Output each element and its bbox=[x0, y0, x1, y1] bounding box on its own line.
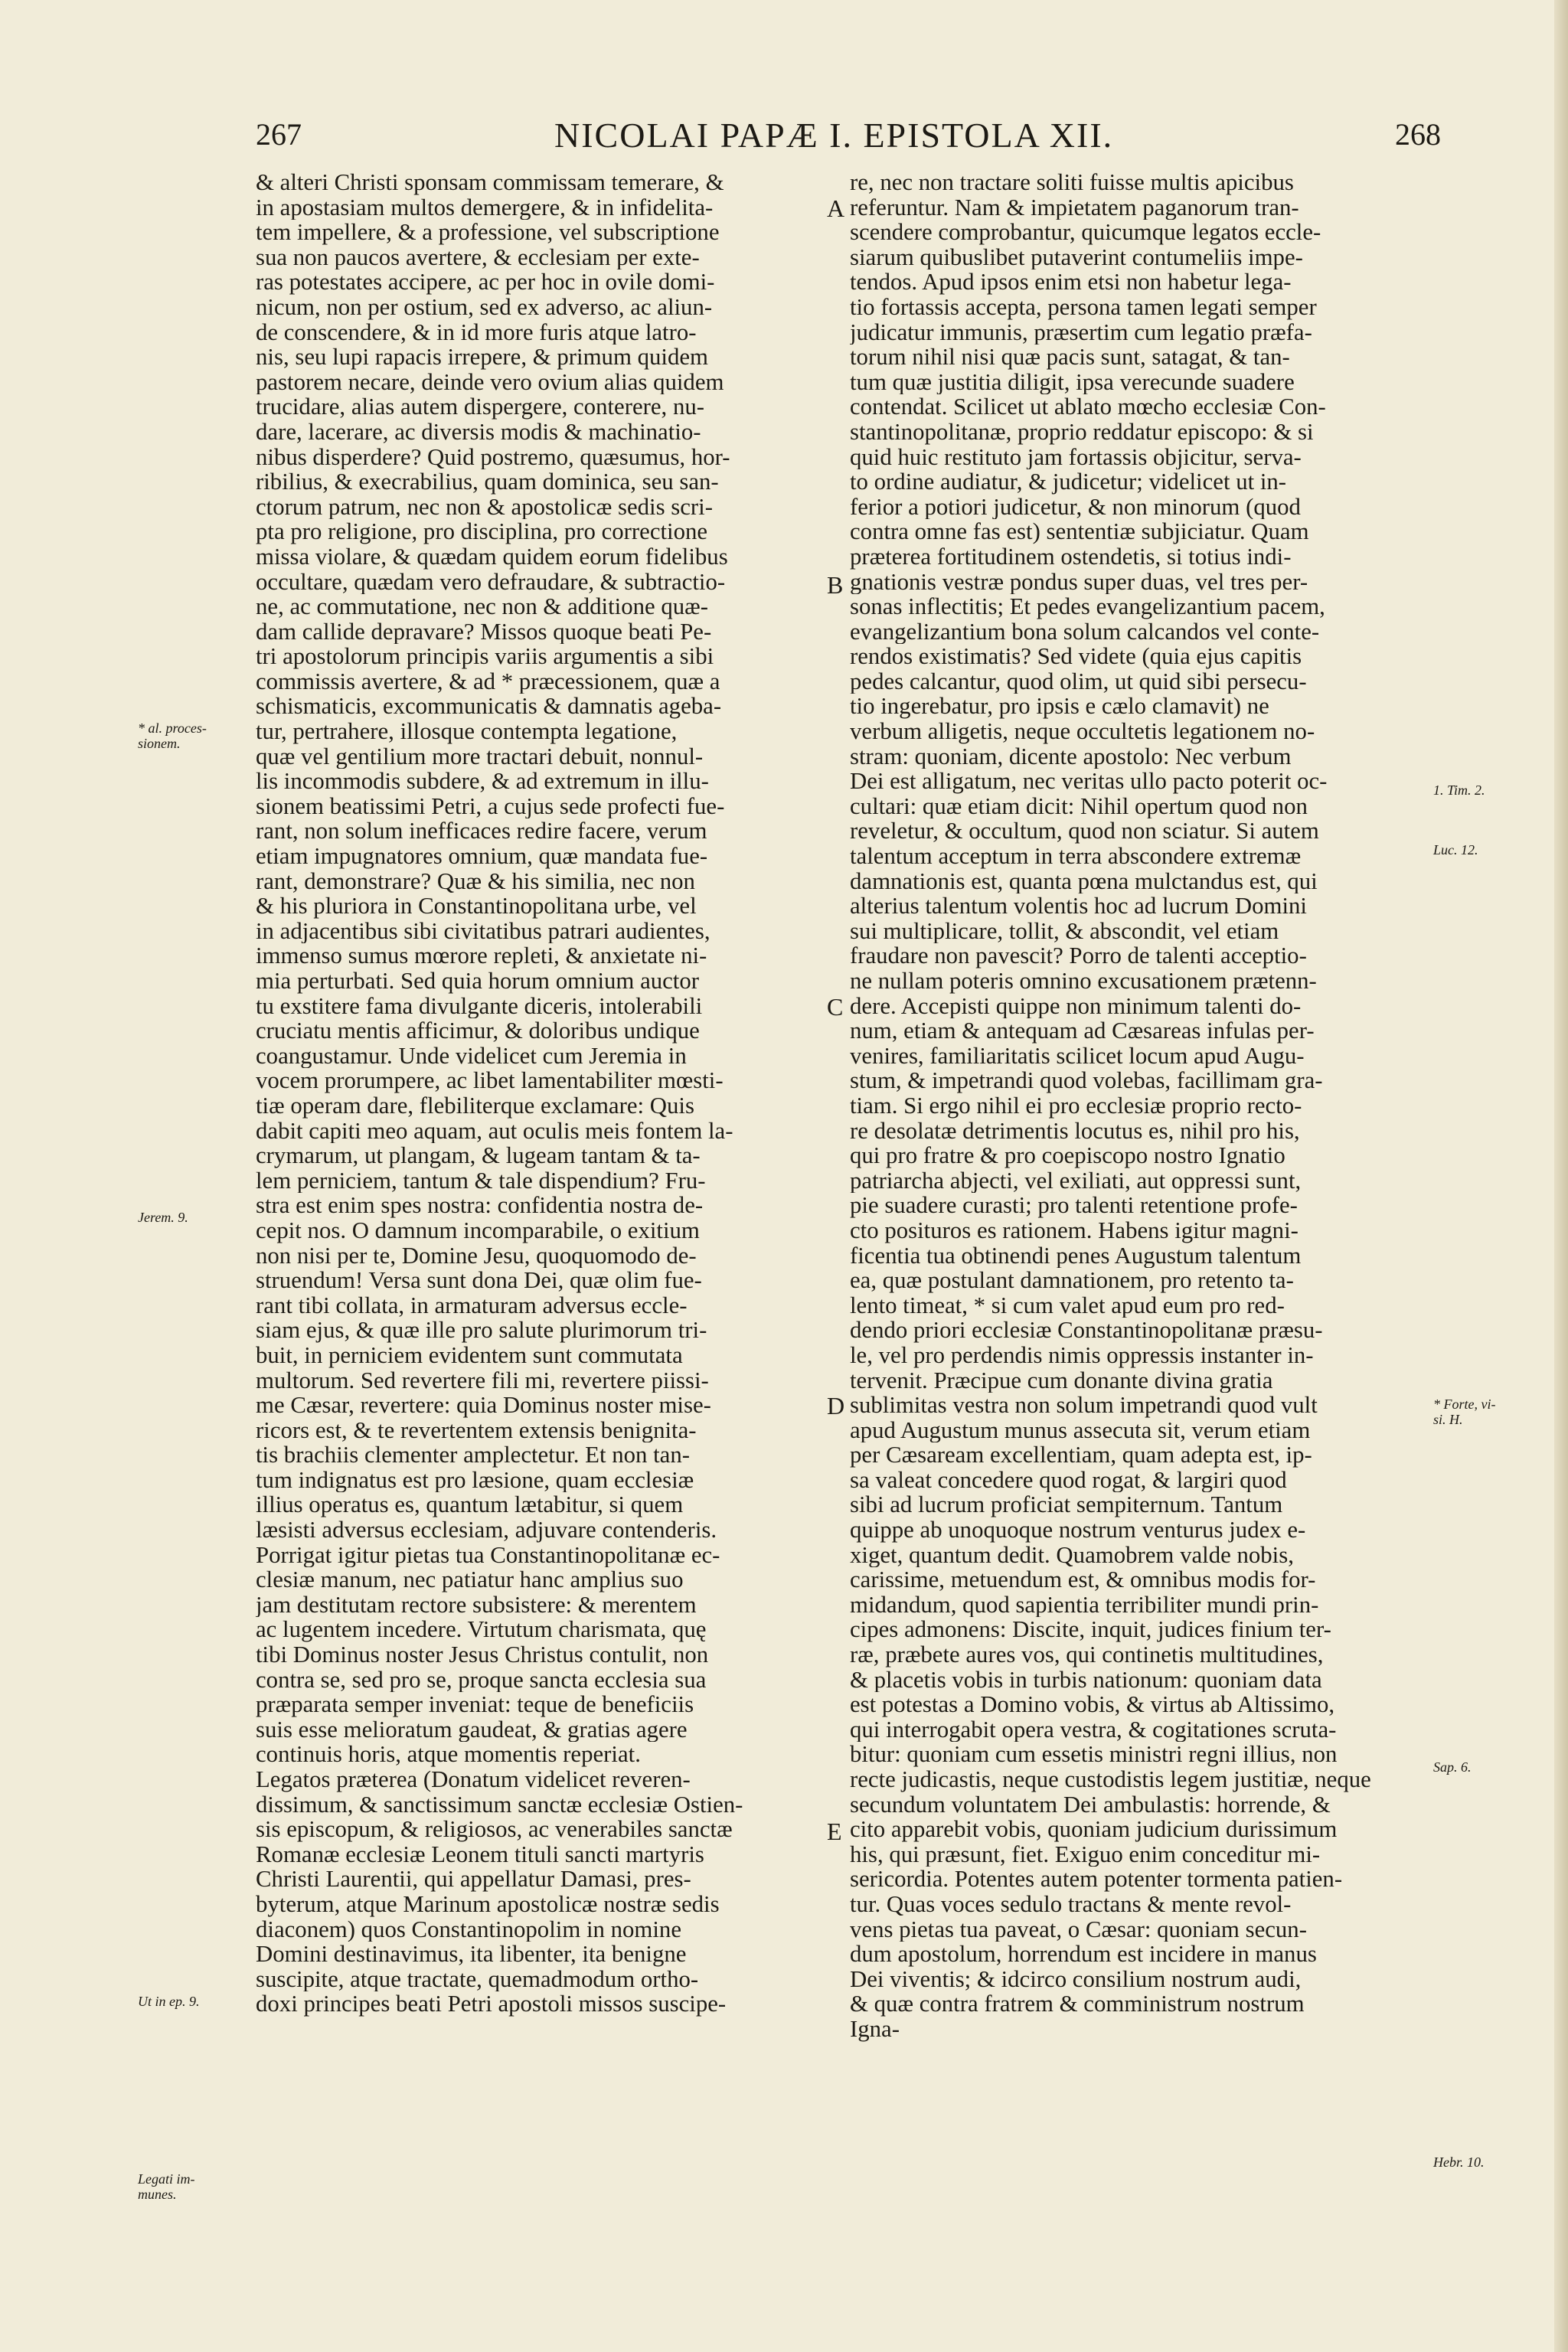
text-line: num, etiam & antequam ad Cæsareas infulas per- bbox=[850, 1018, 1315, 1044]
text-line: ea, quæ postulant damnationem, pro retento ta- bbox=[850, 1268, 1294, 1293]
text-line: reveletur, & occultum, quod non sciatur. Si autem bbox=[850, 818, 1319, 844]
text-line: læsisti adversus ecclesiam, adjuvare contenderis. bbox=[256, 1517, 717, 1543]
text-line: commissis avertere, & ad * præcessionem, quæ a bbox=[256, 668, 720, 694]
text-line: clesiæ manum, nec patiatur hanc amplius suo bbox=[256, 1567, 684, 1592]
text-line: bitur: quoniam cum essetis ministri regni illius, non bbox=[850, 1742, 1338, 1767]
text-line: ficentia tua obtinendi penes Augustum talentum bbox=[850, 1243, 1302, 1269]
margin-note-left: Ut in ep. 9. bbox=[138, 1994, 200, 2009]
text-line: re, nec non tractare soliti fuisse multis apicibus bbox=[850, 170, 1294, 195]
text-line: suscipite, atque tractate, quemadmodum ortho- bbox=[256, 1966, 699, 1992]
margin-note-left: Jerem. 9. bbox=[138, 1210, 188, 1225]
text-line: sui multiplicare, tollit, & abscondit, vel etiam bbox=[850, 918, 1279, 944]
text-line: per Cæsaream excellentiam, quam adepta est, ip- bbox=[850, 1442, 1312, 1468]
text-line: tiæ operam dare, flebiliterque exclamare: Quis bbox=[256, 1093, 694, 1119]
text-line: secundum voluntatem Dei ambulastis: horrende, & bbox=[850, 1792, 1331, 1818]
text-line: & placetis vobis in turbis nationum: quoniam data bbox=[850, 1667, 1322, 1693]
text-line: Christi Laurentii, qui appellatur Damasi, pres- bbox=[256, 1867, 691, 1892]
text-line: tri apostolorum principis variis argumentis a sibi bbox=[256, 644, 714, 669]
text-line: rant, demonstrare? Quæ & his similia, nec non bbox=[256, 868, 695, 894]
text-line: illius operatus es, quantum lætabitur, si quem bbox=[256, 1492, 684, 1518]
text-line: jam destitutam rectore subsistere: & merentem bbox=[256, 1592, 697, 1618]
text-line: cultari: quæ etiam dicit: Nihil opertum quod non bbox=[850, 793, 1308, 819]
text-line: recte judicastis, neque custodistis legem justitiæ, neque bbox=[850, 1767, 1371, 1792]
text-line: est potestas a Domino vobis, & virtus ab Altissimo, bbox=[850, 1692, 1335, 1717]
text-line: dare, lacerare, ac diversis modis & machinatio- bbox=[256, 419, 701, 445]
text-line: Igna- bbox=[850, 2016, 900, 2042]
section-letter-e: E bbox=[827, 1818, 842, 1845]
text-line: vocem prorumpere, ac libet lamentabiliter mœsti- bbox=[256, 1068, 724, 1093]
text-line: dam callide depravare? Missos quoque beati Pe- bbox=[256, 619, 712, 645]
text-line: tibi Dominus noster Jesus Christus contulit, non bbox=[256, 1642, 709, 1668]
text-line: dissimum, & sanctissimum sanctæ ecclesiæ Ostien- bbox=[256, 1792, 743, 1818]
text-line: venires, familiaritatis scilicet locum apud Augu- bbox=[850, 1043, 1305, 1069]
text-line: tum quæ justitia diligit, ipsa verecunde suadere bbox=[850, 369, 1295, 395]
text-line: torum nihil nisi quæ pacis sunt, satagat, & tan- bbox=[850, 345, 1290, 370]
text-line: tur. Quas voces sedulo tractans & mente revol- bbox=[850, 1891, 1292, 1917]
text-line: præparata semper inveniat: teque de beneficiis bbox=[256, 1692, 694, 1717]
text-line: tem impellere, & a professione, vel subscriptione bbox=[256, 220, 720, 245]
text-line: patriarcha abjecti, vel exiliati, aut oppressi sunt, bbox=[850, 1168, 1302, 1194]
text-line: tiam. Si ergo nihil ei pro ecclesiæ proprio recto- bbox=[850, 1093, 1302, 1119]
text-line: quæ vel gentilium more tractari debuit, nonnul- bbox=[256, 743, 704, 769]
text-line: lis incommodis subdere, & ad extremum in illu- bbox=[256, 769, 709, 794]
text-line: re desolatæ detrimentis locutus es, nihil pro his, bbox=[850, 1118, 1300, 1144]
text-line: ferior a potiori judicetur, & non minorum (quod bbox=[850, 494, 1301, 520]
text-line: stantinopolitanæ, proprio reddatur episcopo: & si bbox=[850, 419, 1314, 445]
text-line: immenso sumus mœrore repleti, & anxietate ni- bbox=[256, 943, 707, 969]
text-line: talentum acceptum in terra abscondere extremæ bbox=[850, 844, 1302, 869]
text-line: ras potestates accipere, ac per hoc in ovile domi- bbox=[256, 270, 715, 295]
text-line: tervenit. Præcipue cum donante divina gratia bbox=[850, 1367, 1273, 1393]
text-line: missa violare, & quædam quidem eorum fidelibus bbox=[256, 544, 728, 570]
margin-note-left: * al. proces- sionem. bbox=[138, 720, 207, 751]
text-line: his, qui præsunt, fiet. Exiguo enim conceditur mi- bbox=[850, 1841, 1321, 1867]
text-line: ctorum patrum, nec non & apostolicæ sedis scri- bbox=[256, 494, 713, 520]
text-line: Legatos præterea (Donatum videlicet reveren- bbox=[256, 1767, 691, 1792]
text-line: cito apparebit vobis, quoniam judicium durissimum bbox=[850, 1817, 1338, 1842]
text-line: quid huic restituto jam fortassis objicitur, serva- bbox=[850, 444, 1302, 470]
text-line: apud Augustum munus assecuta sit, verum etiam bbox=[850, 1417, 1311, 1443]
text-line: siarum quibuslibet putaverint contumeliis impe- bbox=[850, 244, 1303, 270]
text-line: pastorem necare, deinde vero ovium alias quidem bbox=[256, 369, 724, 395]
text-line: stram: quoniam, dicente apostolo: Nec verbum bbox=[850, 743, 1292, 769]
left-text-column bbox=[256, 170, 828, 2017]
margin-note-left: Legati im- munes. bbox=[138, 2171, 195, 2202]
text-line: dum apostolum, horrendum est incidere in manus bbox=[850, 1942, 1317, 1967]
text-line: sa valeat concedere quod rogat, & largiri quod bbox=[850, 1467, 1287, 1493]
text-line: qui pro fratre & pro coepiscopo nostro Ignatio bbox=[850, 1143, 1285, 1168]
text-line: le, vel pro perdendis nimis oppressis instanter in- bbox=[850, 1342, 1314, 1368]
text-line: contra se, sed pro se, proque sancta ecclesia sua bbox=[256, 1667, 707, 1693]
text-line: siam ejus, & quæ ille pro salute plurimorum tri- bbox=[256, 1318, 707, 1343]
text-line: & his pluriora in Constantinopolitana urbe, vel bbox=[256, 893, 697, 919]
text-line: quippe ab unoquoque nostrum venturus judex e- bbox=[850, 1517, 1306, 1543]
text-line: ne, ac commutatione, nec non & additione quæ- bbox=[256, 594, 708, 619]
section-letter-b: B bbox=[827, 571, 844, 599]
text-line: ac lugentem incedere. Virtutum charismata, quę bbox=[256, 1617, 707, 1643]
text-line: in adjacentibus sibi civitatibus patrari audientes, bbox=[256, 918, 710, 944]
text-line: gnationis vestræ pondus super duas, vel tres per- bbox=[850, 569, 1308, 595]
text-line: mia perturbati. Sed quia horum omnium auctor bbox=[256, 969, 700, 994]
margin-note-right: Luc. 12. bbox=[1433, 842, 1478, 858]
section-letter-a: A bbox=[827, 194, 845, 222]
text-line: de conscendere, & in id more furis atque latro- bbox=[256, 319, 697, 345]
margin-note-right: * Forte, vi- si. H. bbox=[1433, 1396, 1496, 1427]
text-line: præterea fortitudinem ostendetis, si totius indi- bbox=[850, 544, 1292, 570]
page-number-left: 267 bbox=[256, 117, 302, 152]
right-text-column bbox=[850, 170, 1426, 2042]
text-line: trucidare, alias autem dispergere, conterere, nu- bbox=[256, 394, 704, 420]
text-line: midandum, quod sapientia terribiliter mundi prin- bbox=[850, 1592, 1319, 1618]
section-letter-c: C bbox=[827, 993, 844, 1021]
text-line: lem perniciem, tantum & tale dispendium? Fru- bbox=[256, 1168, 706, 1194]
text-line: sublimitas vestra non solum impetrandi quod vult bbox=[850, 1393, 1318, 1418]
text-line: me Cæsar, revertere: quia Dominus noster mise- bbox=[256, 1393, 711, 1418]
text-line: dendo priori ecclesiæ Constantinopolitanæ præsu- bbox=[850, 1318, 1323, 1343]
text-line: alterius talentum volentis hoc ad lucrum Domini bbox=[850, 893, 1307, 919]
text-line: nibus disperdere? Quid postremo, quæsumus, hor- bbox=[256, 444, 730, 470]
text-line: tio ingerebatur, pro ipsis e cælo clamavit) ne bbox=[850, 694, 1269, 720]
text-line: stum, & impetrandi quod volebas, facillimam gra- bbox=[850, 1068, 1323, 1093]
text-line: ricors est, & te revertentem extensis benignita- bbox=[256, 1417, 697, 1443]
text-line: carissime, metuendum est, & omnibus modis for- bbox=[850, 1567, 1316, 1592]
text-line: & quæ contra fratrem & comministrum nostrum bbox=[850, 1991, 1305, 2017]
text-line: suis esse melioratum gaudeat, & gratias agere bbox=[256, 1717, 688, 1743]
text-line: tis brachiis clementer amplectetur. Et non tan- bbox=[256, 1442, 690, 1468]
text-line: judicatur immunis, præsertim cum legatio præfa- bbox=[850, 319, 1312, 345]
margin-note-right: 1. Tim. 2. bbox=[1433, 782, 1485, 798]
text-line: sericordia. Potentes autem potenter tormenta patien- bbox=[850, 1867, 1343, 1892]
text-line: nis, seu lupi rapacis irrepere, & primum quidem bbox=[256, 345, 708, 370]
text-line: continuis horis, atque momentis reperiat. bbox=[256, 1742, 641, 1767]
text-line: doxi principes beati Petri apostoli missos suscipe- bbox=[256, 1991, 727, 2017]
text-line: cto posituros es rationem. Habens igitur magni- bbox=[850, 1217, 1298, 1243]
text-line: cepit nos. O damnum incomparabile, o exitium bbox=[256, 1217, 700, 1243]
text-line: tu exstitere fama divulgante diceris, intolerabili bbox=[256, 993, 703, 1019]
running-head-title: NICOLAI PAPÆ I. EPISTOLA XII. bbox=[554, 116, 1114, 155]
page-number-right: 268 bbox=[1395, 117, 1441, 152]
text-line: cruciatu mentis afficimur, & doloribus undique bbox=[256, 1018, 700, 1044]
text-line: pie suadere curasti; pro talenti retentione profe- bbox=[850, 1193, 1298, 1218]
text-line: buit, in perniciem evidentem sunt commutata bbox=[256, 1342, 683, 1368]
text-line: tendos. Apud ipsos enim etsi non habetur lega- bbox=[850, 270, 1292, 295]
text-line: crymarum, ut plangam, & lugeam tantam & ta- bbox=[256, 1143, 701, 1168]
text-line: Porrigat igitur pietas tua Constantinopolitanæ ec- bbox=[256, 1542, 720, 1568]
margin-note-right: Hebr. 10. bbox=[1433, 2154, 1485, 2170]
text-line: referuntur. Nam & impietatem paganorum tran- bbox=[850, 194, 1299, 220]
text-line: xiget, quantum dedit. Quamobrem valde nobis, bbox=[850, 1542, 1294, 1568]
text-line: tio fortassis accepta, persona tamen legati semper bbox=[850, 294, 1317, 320]
text-line: sonas inflectitis; Et pedes evangelizantium pacem, bbox=[850, 594, 1325, 619]
text-line: rendos existimatis? Sed videte (quia ejus capitis bbox=[850, 644, 1302, 669]
text-line: cipes admonens: Discite, inquit, judices finium ter- bbox=[850, 1617, 1331, 1643]
text-line: Dei viventis; & idcirco consilium nostrum audi, bbox=[850, 1966, 1302, 1992]
text-line: scendere comprobantur, quicumque legatos eccle- bbox=[850, 220, 1321, 245]
text-line: pta pro religione, pro disciplina, pro correctione bbox=[256, 519, 708, 544]
text-line: fraudare non pavescit? Porro de talenti acceptio- bbox=[850, 943, 1307, 969]
text-line: sis episcopum, & religiosos, ac venerabiles sanctæ bbox=[256, 1817, 733, 1842]
text-line: in apostasiam multos demergere, & in infidelita- bbox=[256, 194, 714, 220]
text-line: to ordine audiatur, & judicetur; videlicet ut in- bbox=[850, 469, 1287, 495]
text-line: sibi ad lucrum proficiat sempiternum. Tantum bbox=[850, 1492, 1283, 1518]
text-line: & alteri Christi sponsam commissam temerare, & bbox=[256, 170, 724, 195]
text-line: diaconem) quos Constantinopolim in nomine bbox=[256, 1916, 681, 1942]
section-letter-d: D bbox=[827, 1392, 845, 1419]
text-line: occultare, quædam vero defraudare, & subtractio- bbox=[256, 569, 726, 595]
margin-note-right: Sap. 6. bbox=[1433, 1759, 1472, 1775]
text-line: tur, pertrahere, illosque contempta legatione, bbox=[256, 719, 678, 744]
text-line: ribilius, & execrabilius, quam dominica, seu san- bbox=[256, 469, 719, 495]
text-line: evangelizantium bona solum calcandos vel conte- bbox=[850, 619, 1320, 645]
text-line: Dei est alligatum, nec veritas ullo pacto poterit oc- bbox=[850, 769, 1328, 794]
text-line: damnationis est, quanta pœna mulctandus est, qui bbox=[850, 868, 1318, 894]
text-line: ræ, præbete aures vos, qui continetis multitudines, bbox=[850, 1642, 1324, 1668]
text-line: ne nullam poteris omnino excusationem prætenn- bbox=[850, 969, 1317, 994]
text-line: dere. Accepisti quippe non minimum talenti do- bbox=[850, 993, 1302, 1019]
text-line: dabit capiti meo aquam, aut oculis meis fontem la- bbox=[256, 1118, 733, 1144]
text-line: sionem beatissimi Petri, a cujus sede profecti fue- bbox=[256, 793, 725, 819]
text-line: lento timeat, * si cum valet apud eum pro red- bbox=[850, 1292, 1285, 1318]
text-line: coangustamur. Unde videlicet cum Jeremia in bbox=[256, 1043, 687, 1069]
text-line: byterum, atque Marinum apostolicæ nostræ sedis bbox=[256, 1891, 720, 1917]
text-line: nicum, non per ostium, sed ex adverso, ac aliun- bbox=[256, 294, 713, 320]
text-line: pedes calcantur, quod olim, ut quid sibi persecu- bbox=[850, 668, 1307, 694]
text-line: non nisi per te, Domine Jesu, quoquomodo de- bbox=[256, 1243, 697, 1269]
text-line: contendat. Scilicet ut ablato mœcho ecclesiæ Con- bbox=[850, 394, 1326, 420]
text-line: struendum! Versa sunt dona Dei, quæ olim fue- bbox=[256, 1268, 702, 1293]
text-line: tum indignatus est pro læsione, quam ecclesiæ bbox=[256, 1467, 694, 1493]
text-line: schismaticis, excommunicatis & damnatis ageba- bbox=[256, 694, 722, 720]
text-line: rant tibi collata, in armaturam adversus eccle- bbox=[256, 1292, 688, 1318]
text-line: vens pietas tua paveat, o Cæsar: quoniam secun- bbox=[850, 1916, 1307, 1942]
text-line: qui interrogabit opera vestra, & cogitationes scruta- bbox=[850, 1717, 1337, 1743]
text-line: verbum alligetis, neque occultetis legationem no- bbox=[850, 719, 1315, 744]
text-line: etiam impugnatores omnium, quæ mandata fue- bbox=[256, 844, 708, 869]
text-line: sua non paucos avertere, & ecclesiam per exte- bbox=[256, 244, 700, 270]
text-line: rant, non solum inefficaces redire facere, verum bbox=[256, 818, 707, 844]
text-line: Romanæ ecclesiæ Leonem tituli sancti martyris bbox=[256, 1841, 704, 1867]
text-line: stra est enim spes nostra: confidentia nostra de- bbox=[256, 1193, 704, 1218]
page-edge bbox=[1554, 0, 1568, 2352]
text-line: multorum. Sed revertere fili mi, revertere piissi- bbox=[256, 1367, 709, 1393]
text-line: contra omne fas est) sententiæ subjiciatur. Quam bbox=[850, 519, 1309, 544]
text-line: Domini destinavimus, ita libenter, ita benigne bbox=[256, 1942, 687, 1967]
